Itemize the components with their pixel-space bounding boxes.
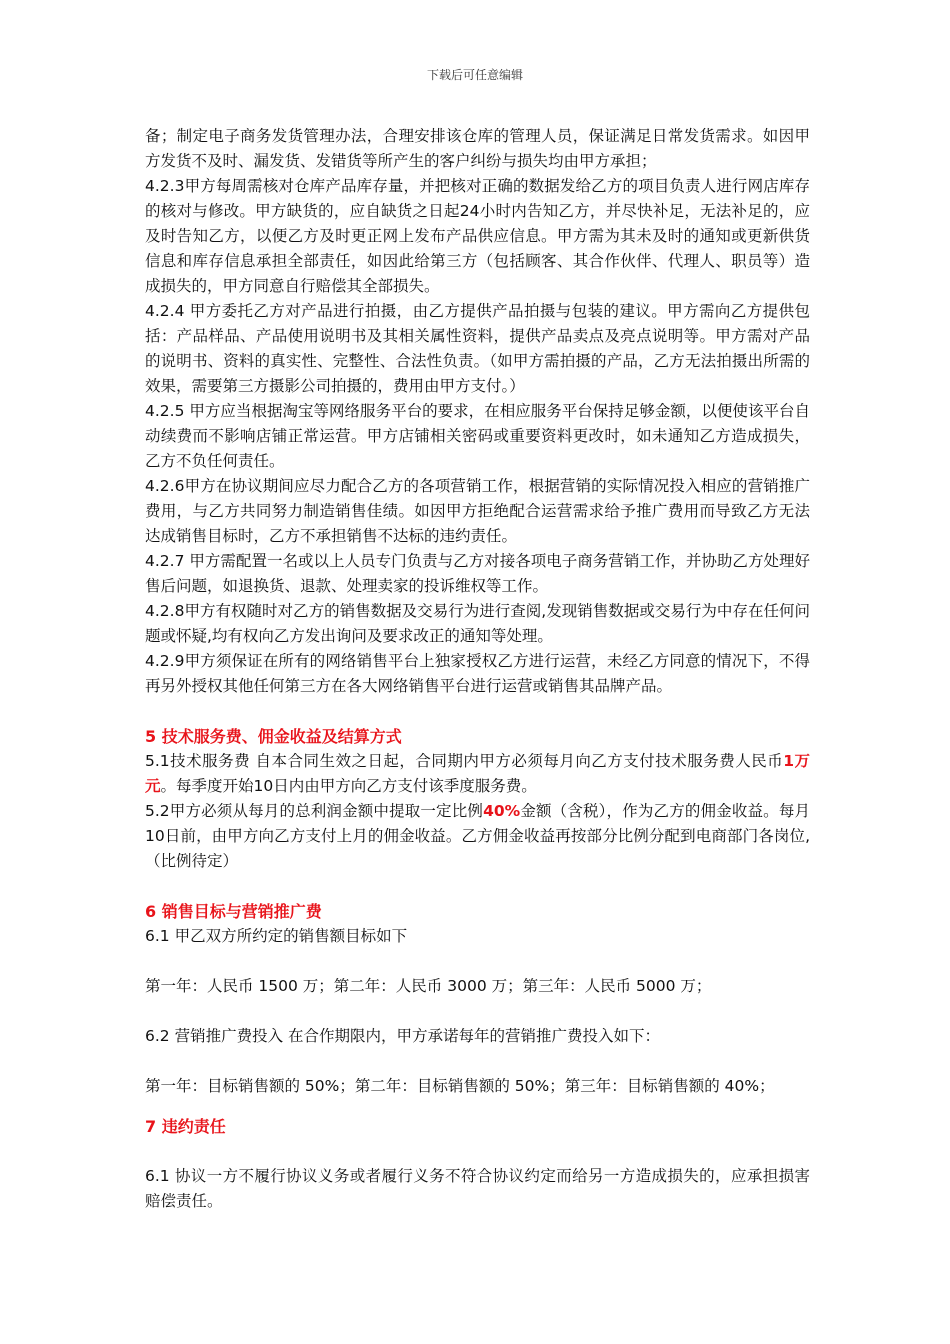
spacer: [145, 874, 810, 899]
commission-percentage: 40%: [483, 802, 521, 820]
clause-6-1: 6.1 甲乙双方所约定的销售额目标如下: [145, 927, 408, 945]
section-5-heading: 5 技术服务费、佣金收益及结算方式: [145, 727, 402, 746]
document-body: [145, 124, 810, 1214]
clause-4-2-7: 4.2.7 甲方需配置一名或以上人员专门负责与乙方对接各项电子商务营销工作，并协助乙方处理好售后问题，如退换货、退款、处理卖家的投诉维权等工作。: [145, 552, 810, 595]
sales-targets: 第一年：人民币 1500 万；第二年：人民币 3000 万；第三年：人民币 5000 万；: [145, 977, 712, 995]
section-6-heading: 6 销售目标与营销推广费: [145, 902, 322, 921]
spacer: [145, 1049, 810, 1074]
page-header: 下载后可任意编辑: [426, 68, 523, 82]
clause-5-2: [145, 799, 810, 874]
spacer: [145, 1099, 810, 1114]
spacer: [145, 1139, 810, 1164]
clause-5-1: [145, 749, 810, 799]
clause-4-2-5: 4.2.5 甲方应当根据淘宝等网络服务平台的要求，在相应服务平台保持足够金额，以便使该平台自动续费而不影响店铺正常运营。甲方店铺相关密码或重要资料更改时，如未通知乙方造成损失，乙方不负任何责任。: [145, 402, 810, 470]
service-fee-amount: 1万元: [145, 752, 810, 795]
clause-4-2-2-continued: 备；制定电子商务发货管理办法，合理安排该仓库的管理人员，保证满足日常发货需求。如因甲方发货不及时、漏发货、发错货等所产生的客户纠纷与损失均由甲方承担；: [145, 127, 810, 170]
clause-4-2-9: 4.2.9甲方须保证在所有的网络销售平台上独家授权乙方进行运营，未经乙方同意的情况下，不得再另外授权其他任何第三方在各大网络销售平台进行运营或销售其品牌产品。: [145, 652, 810, 695]
clause-5-2-text-end: 金额（含税），作为乙方的佣金收益。每月10日前，由甲方向乙方支付上月的佣金收益。乙方佣金收益再按部分比例分配到电商部门各岗位,（比例待定）: [145, 802, 810, 870]
spacer: [145, 999, 810, 1024]
clause-7-1: 6.1 协议一方不履行协议义务或者履行义务不符合协议约定而给另一方造成损失的，应承担损害赔偿责任。: [145, 1167, 810, 1210]
marketing-budget: 第一年：目标销售额的 50%；第二年：目标销售额的 50%；第三年：目标销售额的 40%；: [145, 1077, 775, 1095]
clause-5-1-text-end: 。每季度开始10日内由甲方向乙方支付该季度服务费。: [160, 777, 537, 795]
spacer: [145, 949, 810, 974]
clause-4-2-6: 4.2.6甲方在协议期间应尽力配合乙方的各项营销工作，根据营销的实际情况投入相应的营销推广费用，与乙方共同努力制造销售佳绩。如因甲方拒绝配合运营需求给予推广费用而导致乙方无法达成销售目标时，乙方不承担销售不达标的违约责任。: [145, 477, 810, 545]
clause-4-2-3: 4.2.3甲方每周需核对仓库产品库存量，并把核对正确的数据发给乙方的项目负责人进行网店库存的核对与修改。甲方缺货的，应自缺货之日起24小时内告知乙方，并尽快补足，无法补足的，应及时告知乙方，以便乙方及时更正网上发布产品供应信息。甲方需为其未及时的通知或更新供货信息和库存信息承担全部责任，如因此给第三方（包括顾客、其合作伙伴、代理人、职员等）造成损失的，甲方同意自行赔偿其全部损失。: [145, 177, 810, 295]
section-7-heading: 7 违约责任: [145, 1117, 226, 1136]
spacer: [145, 699, 810, 724]
clause-5-2-text: 5.2甲方必须从每月的总利润金额中提取一定比例: [145, 802, 484, 820]
clause-5-1-text: 5.1技术服务费 自本合同生效之日起，合同期内甲方必须每月向乙方支付技术服务费人民币: [145, 752, 784, 770]
clause-6-2: 6.2 营销推广费投入 在合作期限内，甲方承诺每年的营销推广费投入如下：: [145, 1027, 661, 1045]
clause-4-2-4: 4.2.4 甲方委托乙方对产品进行拍摄，由乙方提供产品拍摄与包装的建议。甲方需向乙方提供包括：产品样品、产品使用说明书及其相关属性资料，提供产品卖点及亮点说明等。甲方需对产品的说明书、资料的真实性、完整性、合法性负责。（如甲方需拍摄的产品，乙方无法拍摄出所需的效果，需要第三方摄影公司拍摄的，费用由甲方支付。）: [145, 302, 810, 395]
clause-4-2-8: 4.2.8甲方有权随时对乙方的销售数据及交易行为进行查阅,发现销售数据或交易行为中存在任何问题或怀疑,均有权向乙方发出询问及要求改正的通知等处理。: [145, 602, 810, 645]
